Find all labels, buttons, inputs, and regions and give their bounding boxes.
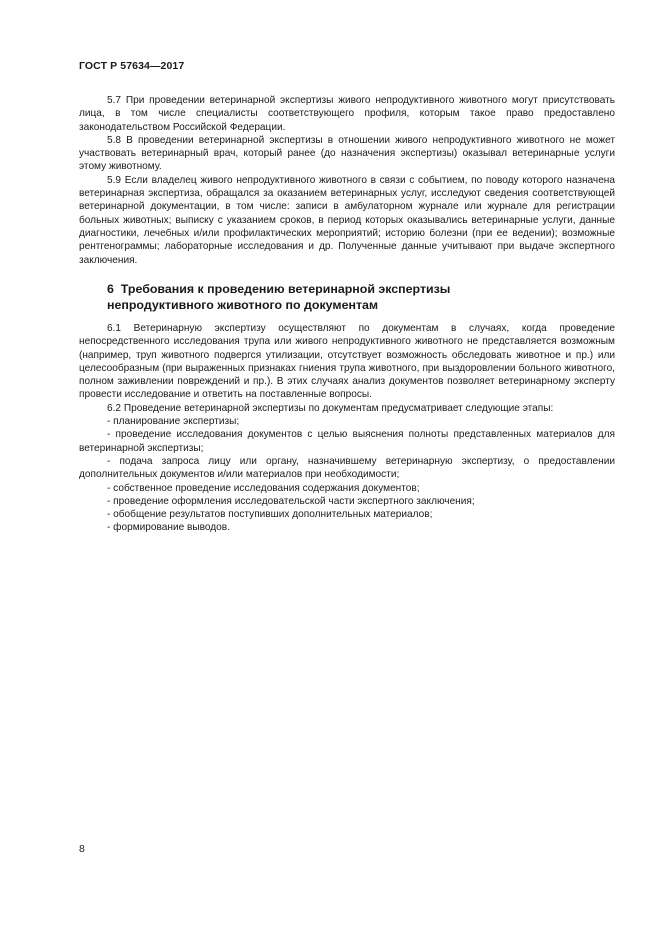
section-title-line1: Требования к проведению ветеринарной экспертизы (120, 282, 451, 296)
page-number: 8 (79, 843, 85, 855)
document-header: ГОСТ Р 57634—2017 (79, 60, 185, 72)
list-item: - проведение исследования документов с целью выяснения полноты представленных материалов для ветеринарной экспертизы; (79, 429, 615, 454)
paragraph-5-7: 5.7 При проведении ветеринарной экспертизы живого непродуктивного животного могут присутствовать лица, в том числе специалисты соответствующего профиля, которым такое право предоставлено законодательством Российской Федерации. (79, 95, 615, 133)
section-6-heading (107, 282, 587, 313)
paragraph-6-1: 6.1 Ветеринарную экспертизу осуществляют по документам в случаях, когда проведение непосредственного исследования трупа или живого непродуктивного животного не представляется возможным (например, труп животного подвергся утилизации, отсутствует возможность обследовать животное и пр.) или целесообразным (при выраженных признаках гниения трупа животного, при выздоровлении больного животного, полном заживлении повреждений и пр.). В этих случаях анализ документов позволяет ветеринарному эксперту провести исследование и ответить на поставленные вопросы. (79, 323, 615, 401)
paragraph-5-8: 5.8 В проведении ветеринарной экспертизы в отношении живого непродуктивного животного не может участвовать ветеринарный врач, который ранее (до назначения экспертизы) оказывал ветеринарные услуги этому животному. (79, 134, 615, 173)
paragraph-5-9: 5.9 Если владелец живого непродуктивного животного в связи с событием, по поводу которого назначена ветеринарная экспертиза, обращался за оказанием ветеринарных услуг, исследуют сведения соответствующей ветеринарной документации, в том числе: записи в амбулаторном журнале или журнале для регистрации больных животных; выписку с указанием сроков, в период которых оказывались ветеринарные услуги, данные диагностики, лечебных и/или профилактических мероприятий; историю болезни (при ее ведении); возможные рентгенограммы; лабораторные исследования и др. Полученные данные учитывают при выдаче экспертного заключения. (79, 174, 615, 266)
section-5-continuation (79, 94, 615, 267)
list-item: - формирование выводов. (107, 522, 230, 534)
section-number: 6 (107, 282, 114, 296)
paragraph-6-2: 6.2 Проведение ветеринарной экспертизы по документам предусматривает следующие этапы: (107, 402, 554, 414)
list-item: - планирование экспертизы; (107, 416, 240, 428)
list-item: - обобщение результатов поступивших дополнительных материалов; (107, 509, 433, 521)
section-6-heading-line1 (107, 282, 587, 298)
list-item: - проведение оформления исследовательской части экспертного заключения; (107, 495, 475, 507)
section-6-body (79, 322, 615, 535)
list-item: - подача запроса лицу или органу, назначившему ветеринарную экспертизу, о предоставлении дополнительных документов и/или материалов при необходимости; (79, 455, 615, 481)
list-item: - собственное проведение исследования содержания документов; (107, 482, 420, 494)
section-title-line2: непродуктивного животного по документам (107, 297, 379, 312)
